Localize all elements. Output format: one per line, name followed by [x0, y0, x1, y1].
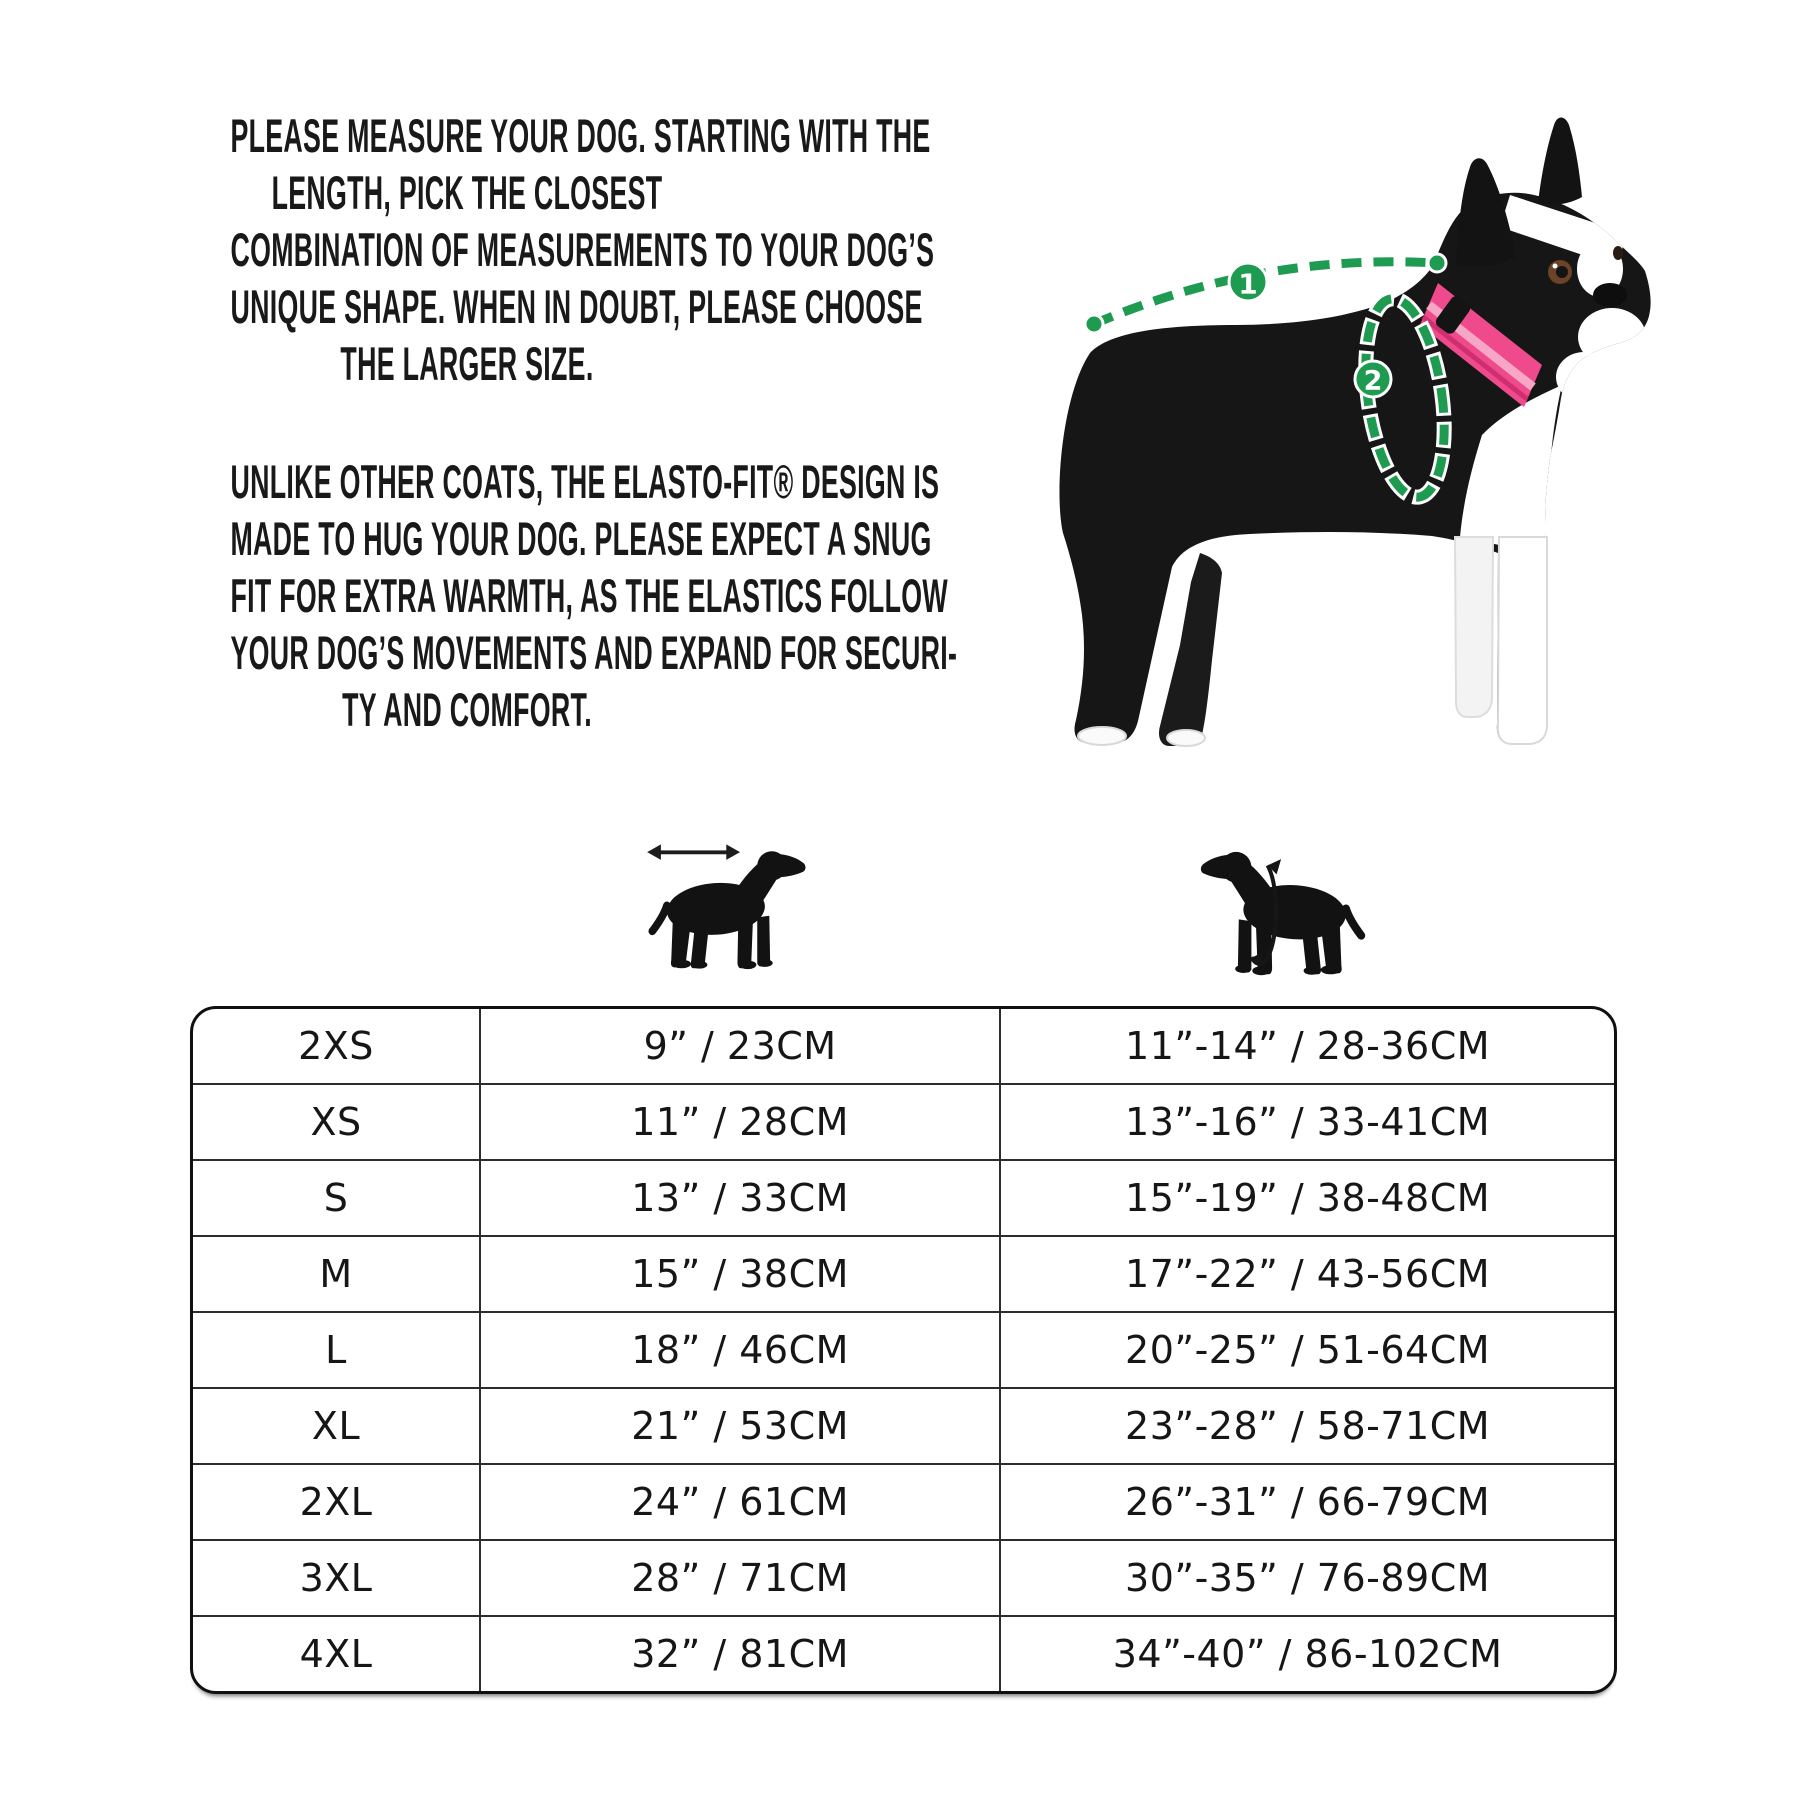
- length-cell: 11” / 28CM: [480, 1084, 1000, 1160]
- instruction-paragraph-1: [230, 107, 935, 392]
- instruction-paragraph-2: [230, 453, 958, 738]
- step-1-number: 1: [1238, 267, 1258, 301]
- instruction-line: TY AND COMFORT.: [342, 683, 592, 736]
- girth-cell: 13”-16” / 33-41CM: [1000, 1084, 1614, 1160]
- girth-dog-icon: [1192, 833, 1372, 977]
- far-ear-icon: [1538, 118, 1582, 205]
- instruction-line: YOUR DOG’S MOVEMENTS AND EXPAND FOR SECURI-: [230, 626, 958, 679]
- size-cell: XL: [193, 1388, 480, 1464]
- dog-near-front-leg: [1498, 537, 1547, 744]
- length-cell: 28” / 71CM: [480, 1540, 1000, 1616]
- length-cell: 21” / 53CM: [480, 1388, 1000, 1464]
- size-cell: 2XL: [193, 1464, 480, 1540]
- instruction-line: PLEASE MEASURE YOUR DOG. STARTING WITH THE: [230, 109, 931, 162]
- girth-cell: 34”-40” / 86-102CM: [1000, 1616, 1614, 1691]
- chin-patch: [1556, 352, 1612, 402]
- dog-nose: [1593, 283, 1627, 307]
- table-row: [193, 1388, 1614, 1464]
- length-cell: 15” / 38CM: [480, 1236, 1000, 1312]
- girth-cell: 15”-19” / 38-48CM: [1000, 1160, 1614, 1236]
- instruction-line: THE LARGER SIZE.: [340, 337, 594, 390]
- length-cell: 13” / 33CM: [480, 1160, 1000, 1236]
- size-cell: S: [193, 1160, 480, 1236]
- size-cell: 3XL: [193, 1540, 480, 1616]
- table-row: [193, 1540, 1614, 1616]
- instruction-line: MADE TO HUG YOUR DOG. PLEASE EXPECT A SNUG: [230, 512, 932, 565]
- size-cell: M: [193, 1236, 480, 1312]
- instruction-line: LENGTH, PICK THE CLOSEST: [271, 166, 663, 219]
- table-row: [193, 1616, 1614, 1691]
- size-chart-table: [190, 1006, 1617, 1694]
- table-row: [193, 1236, 1614, 1312]
- table-row: [193, 1312, 1614, 1388]
- dog-measurement-photo: [950, 85, 1700, 750]
- table-row: [193, 1464, 1614, 1540]
- girth-cell: 23”-28” / 58-71CM: [1000, 1388, 1614, 1464]
- rear-paw-tip: [1078, 727, 1126, 745]
- measure-endpoint-dot: [1428, 254, 1446, 272]
- step-2-number: 2: [1363, 365, 1383, 397]
- table-row: [193, 1160, 1614, 1236]
- girth-cell: 26”-31” / 66-79CM: [1000, 1464, 1614, 1540]
- size-cell: L: [193, 1312, 480, 1388]
- rear-paw-tip: [1167, 730, 1205, 746]
- girth-cell: 20”-25” / 51-64CM: [1000, 1312, 1614, 1388]
- measure-endpoint-dot: [1085, 315, 1103, 333]
- dog-far-eye: [1613, 246, 1623, 260]
- length-cell: 9” / 23CM: [480, 1009, 1000, 1084]
- length-dog-icon: [642, 833, 814, 971]
- girth-cell: 17”-22” / 43-56CM: [1000, 1236, 1614, 1312]
- instruction-line: UNIQUE SHAPE. WHEN IN DOUBT, PLEASE CHOOSE: [230, 280, 923, 333]
- size-cell: 2XS: [298, 1024, 374, 1068]
- girth-cell: 30”-35” / 76-89CM: [1000, 1540, 1614, 1616]
- length-arrow-icon: [647, 844, 740, 859]
- instruction-line: UNLIKE OTHER COATS, THE ELASTO-FIT® DESIGN IS: [230, 455, 940, 508]
- size-cell: XS: [193, 1084, 480, 1160]
- dog-eye: [1548, 260, 1572, 284]
- table-row: [193, 1009, 1614, 1084]
- measuring-instructions: [52, 107, 958, 738]
- boston-terrier-illustration: [1059, 118, 1650, 747]
- size-cell: 4XL: [193, 1616, 480, 1691]
- girth-cell: 11”-14” / 28-36CM: [1000, 1009, 1614, 1084]
- instruction-line: COMBINATION OF MEASUREMENTS TO YOUR DOG’S: [230, 223, 935, 276]
- muzzle-patch: [1578, 308, 1646, 366]
- instruction-line: FIT FOR EXTRA WARMTH, AS THE ELASTICS FOLLOW: [230, 569, 948, 622]
- length-cell: 32” / 81CM: [480, 1616, 1000, 1691]
- table-row: [193, 1084, 1614, 1160]
- length-cell: 24” / 61CM: [480, 1464, 1000, 1540]
- length-cell: 18” / 46CM: [480, 1312, 1000, 1388]
- dog-far-front-leg: [1455, 537, 1493, 717]
